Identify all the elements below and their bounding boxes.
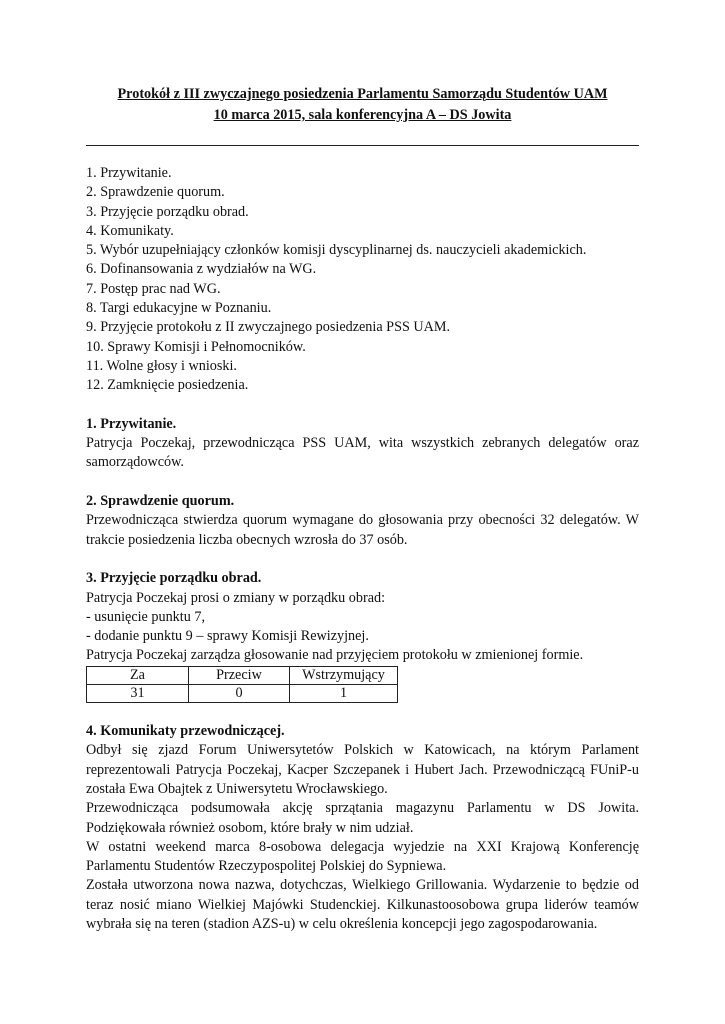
section-przywitanie: [86, 415, 639, 473]
section-paragraph: Przewodnicząca stwierdza quorum wymagane do głosowania przy obecności 32 delegatów. W trakcie posiedzenia liczba obecnych wzrosła do 37 osób.: [86, 512, 639, 548]
agenda-item: 2. Sprawdzenie quorum.: [86, 184, 225, 201]
vote-value-za: 31: [87, 684, 189, 702]
section-paragraph: Odbył się zjazd Forum Uniwersytetów Polskich w Katowicach, na którym Parlament reprezentowali Patrycja Poczekaj, Kacper Szczepanek i Hubert Jach. Przewodniczącą FUniP-u została Ewa Obajtek z Uniwersytetu Wrocławskiego.: [86, 742, 639, 797]
section-paragraph: Przewodnicząca podsumowała akcję sprzątania magazynu Parlamentu w DS Jowita. Podziękowała również osobom, które brały w nim udział.: [86, 800, 639, 836]
agenda-item: 8. Targi edukacyjne w Poznaniu.: [86, 300, 272, 317]
vote-header-przeciw: Przeciw: [189, 666, 290, 684]
section-paragraph: Została utworzona nowa nazwa, dotychczas, Wielkiego Grillowania. Wydarzenie to będzie od teraz nosić miano Wielkiej Majówki Studenckiej. Kilkunastoosobowa grupa liderów teamów wybrała się na teren (stadion AZS-u) w celu określenia koncepcji jego zagospodarowania.: [86, 877, 639, 932]
horizontal-rule: [86, 145, 639, 146]
title-line-1: Protokół z III zwyczajnego posiedzenia Parlamentu Samorządu Studentów UAM: [117, 86, 608, 102]
section-heading: 2. Sprawdzenie quorum.: [86, 493, 235, 510]
section-komunikaty: [86, 722, 639, 934]
agenda-item: 7. Postęp prac nad WG.: [86, 280, 221, 297]
document-body: [86, 164, 639, 934]
section-line: - dodanie punktu 9 – sprawy Komisji Rewizyjnej.: [86, 628, 369, 645]
vote-value-przeciw: 0: [189, 684, 290, 702]
section-porzadek-obrad: [86, 569, 639, 702]
title-line-2: 10 marca 2015, sala konferencyjna A – DS Jowita: [213, 107, 512, 123]
agenda-item: 1. Przywitanie.: [86, 165, 172, 181]
agenda-item: 10. Sprawy Komisji i Pełnomocników.: [86, 338, 306, 355]
section-paragraph: W ostatni weekend marca 8-osobowa delegacja wyjedzie na XXI Krajową Konferencję Parlamentu Studentów Rzeczypospolitej Polskiej do Sypniewa.: [86, 838, 639, 875]
vote-header-wstrzymujacy: Wstrzymujący: [290, 666, 398, 684]
agenda-item: 12. Zamknięcie posiedzenia.: [86, 377, 249, 394]
agenda-item: 11. Wolne głosy i wnioski.: [86, 357, 237, 374]
vote-header-za: Za: [87, 666, 189, 684]
section-line: - usunięcie punktu 7,: [86, 608, 205, 625]
vote-value-wstrzymujacy: 1: [290, 684, 398, 702]
agenda-item: 3. Przyjęcie porządku obrad.: [86, 203, 249, 220]
vote-table-value-row: [87, 684, 398, 702]
section-heading: 1. Przywitanie.: [86, 415, 177, 432]
document-title: [86, 84, 639, 126]
section-line: Patrycja Poczekaj prosi o zmiany w porządku obrad:: [86, 589, 386, 606]
agenda-item: 9. Przyjęcie protokołu z II zwyczajnego posiedzenia PSS UAM.: [86, 319, 451, 336]
section-heading: 3. Przyjęcie porządku obrad.: [86, 570, 262, 587]
section-quorum: [86, 492, 639, 550]
vote-table: [86, 666, 398, 703]
section-line: Patrycja Poczekaj zarządza głosowanie nad przyjęciem protokołu w zmienionej formie.: [86, 647, 584, 664]
agenda-item: 6. Dofinansowania z wydziałów na WG.: [86, 261, 317, 278]
section-paragraph: Patrycja Poczekaj, przewodnicząca PSS UAM, wita wszystkich zebranych delegatów oraz samorządowców.: [86, 435, 639, 471]
vote-table-header-row: [87, 666, 398, 684]
agenda-list: [86, 164, 639, 396]
agenda-item: 4. Komunikaty.: [86, 222, 174, 239]
agenda-item: 5. Wybór uzupełniający członków komisji dyscyplinarnej ds. nauczycieli akademickich.: [86, 242, 587, 259]
section-heading: 4. Komunikaty przewodniczącej.: [86, 723, 285, 740]
